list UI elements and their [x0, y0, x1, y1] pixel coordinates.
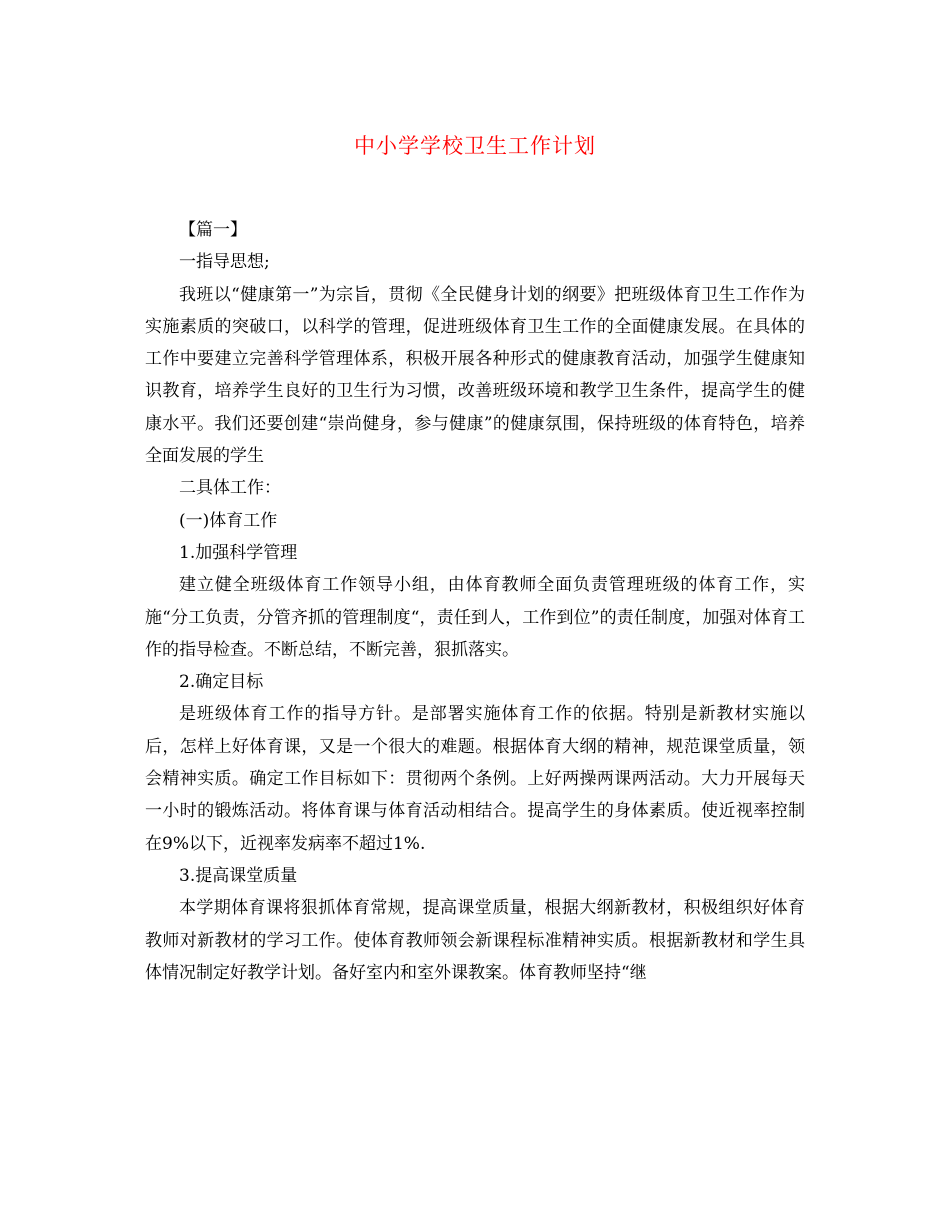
subheading: 1.加强科学管理 [179, 542, 298, 563]
section-heading: 【篇一】 [179, 220, 247, 240]
subheading: (一)体育工作 [179, 510, 278, 531]
subheading: 二具体工作： [179, 478, 281, 499]
body-paragraph: 我班以“健康第一”为宗旨，贯彻《全民健身计划的纲要》把班级体育卫生工作作为实施素质的突破口，以科学的管理，促进班级体育卫生工作的全面健康发展。在具体的工作中要建立完善科学管理体系，积极开展各种形式的健康教育活动，加强学生健康知识教育，培养学生良好的卫生行为习惯，改善班级环境和教学卫生条件，提高学生的健康水平。我们还要创建“崇尚健身，参与健康”的健康氛围，保持班级的体育特色，培养全面发展的学生 [145, 284, 805, 467]
subheading: 2.确定目标 [179, 672, 264, 693]
body-paragraph: 本学期体育课将狠抓体育常规，提高课堂质量，根据大纲新教材，积极组织好体育教师对新教材的学习工作。使体育教师领会新课程标准精神实质。根据新教材和学生具体情况制定好教学计划。备好室内和室外课教案。体育教师坚持“继 [145, 898, 805, 983]
subheading: 3.提高课堂质量 [179, 865, 298, 886]
document-body [145, 214, 805, 989]
subheading: 一指导思想; [179, 252, 270, 273]
document-title: 中小学学校卫生工作计划 [354, 134, 596, 158]
body-paragraph: 建立健全班级体育工作领导小组，由体育教师全面负责管理班级的体育工作，实施“分工负责，分管齐抓的管理制度“，责任到人，工作到位”的责任制度，加强对体育工作的指导检查。不断总结，不断完善，狠抓落实。 [145, 575, 805, 660]
body-paragraph: 是班级体育工作的指导方针。是部署实施体育工作的依据。特别是新教材实施以后，怎样上好体育课，又是一个很大的难题。根据体育大纲的精神，规范课堂质量，领会精神实质。确定工作目标如下：贯彻两个条例。上好两操两课两活动。大力开展每天一小时的锻炼活动。将体育课与体育活动相结合。提高学生的身体素质。使近视率控制在9%以下，近视率发病率不超过1%. [145, 704, 805, 854]
